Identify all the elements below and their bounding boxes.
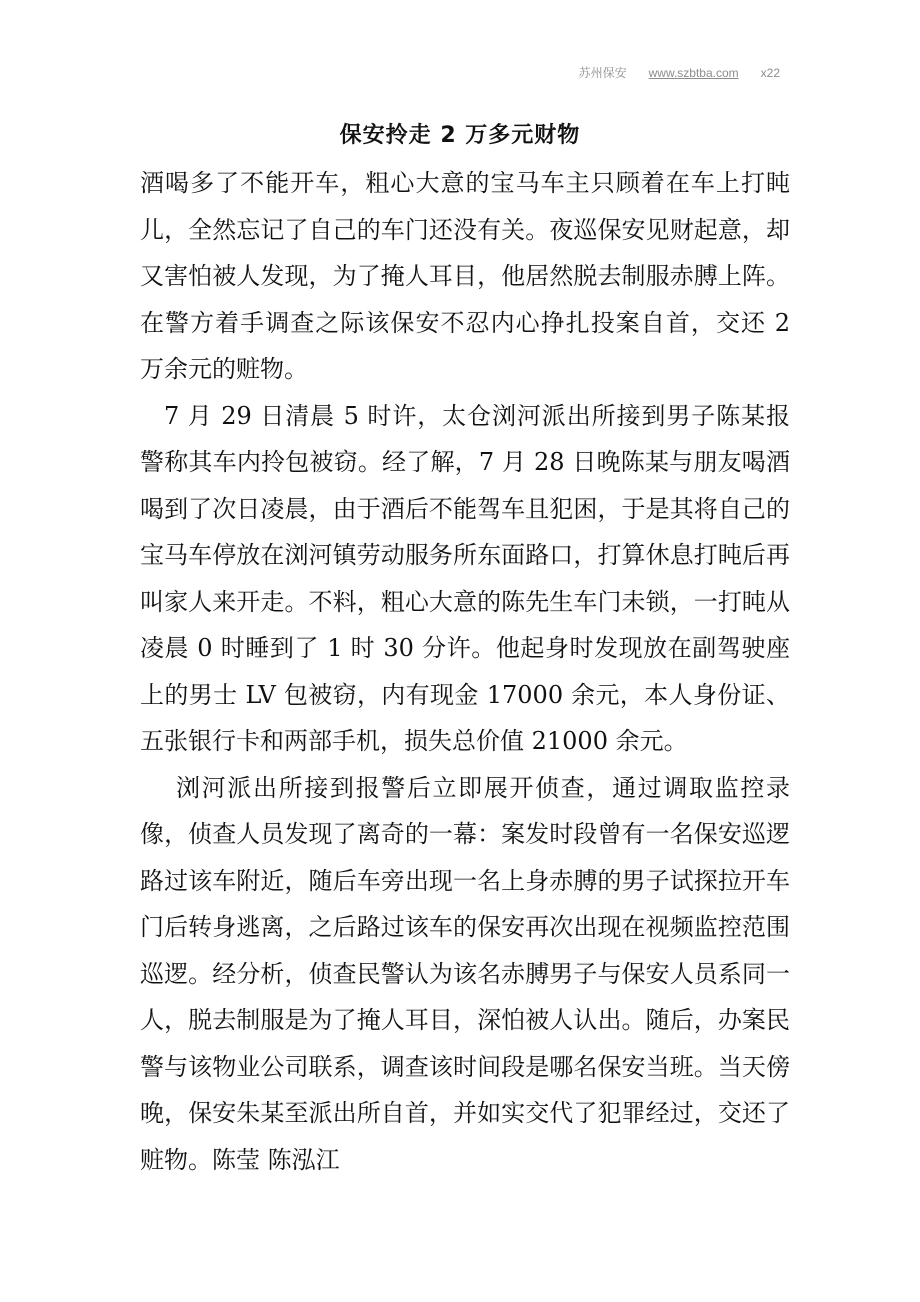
page-header bbox=[579, 64, 780, 81]
paragraph: 酒喝多了不能开车，粗心大意的宝马车主只顾着在车上打盹儿，全然忘记了自己的车门还没有关。夜巡保安见财起意，却又害怕被人发现，为了掩人耳目，他居然脱去制服赤膊上阵。在警方着手调查之际该保安不忍内心挣扎投案自首，交还 2 万余元的赃物。 bbox=[140, 169, 790, 383]
article-title: 保安拎走 2 万多元财物 bbox=[339, 123, 581, 148]
site-name: 苏州保安 bbox=[578, 66, 627, 80]
site-url-link[interactable]: www.szbtba.com bbox=[648, 66, 739, 80]
page-code: x22 bbox=[760, 66, 780, 80]
paragraph: 浏河派出所接到报警后立即展开侦查，通过调取监控录像，侦查人员发现了离奇的一幕：案发时段曾有一名保安巡逻路过该车附近，随后车旁出现一名上身赤膊的男子试探拉开车门后转身逃离，之后路过该车的保安再次出现在视频监控范围巡逻。经分析，侦查民警认为该名赤膊男子与保安人员系同一人，脱去制服是为了掩人耳目，深怕被人认出。随后，办案民警与该物业公司联系，调查该时间段是哪名保安当班。当天傍晚，保安朱某至派出所自首，并如实交代了犯罪经过，交还了赃物。陈莹 陈泓江 bbox=[140, 773, 790, 1174]
article-body bbox=[140, 160, 790, 1183]
paragraph: 7 月 29 日清晨 5 时许，太仓浏河派出所接到男子陈某报警称其车内拎包被窃。经了解，7 月 28 日晚陈某与朋友喝酒喝到了次日凌晨，由于酒后不能驾车且犯困，于是其将自己的宝马车停放在浏河镇劳动服务所东面路口，打算休息打盹后再叫家人来开走。不料，粗心大意的陈先生车门未锁，一打盹从凌晨 0 时睡到了 1 时 30 分许。他起身时发现放在副驾驶座上的男士 LV 包被窃，内有现金 17000 余元，本人身份证、五张银行卡和两部手机，损失总价值 21000 余元。 bbox=[140, 401, 790, 755]
